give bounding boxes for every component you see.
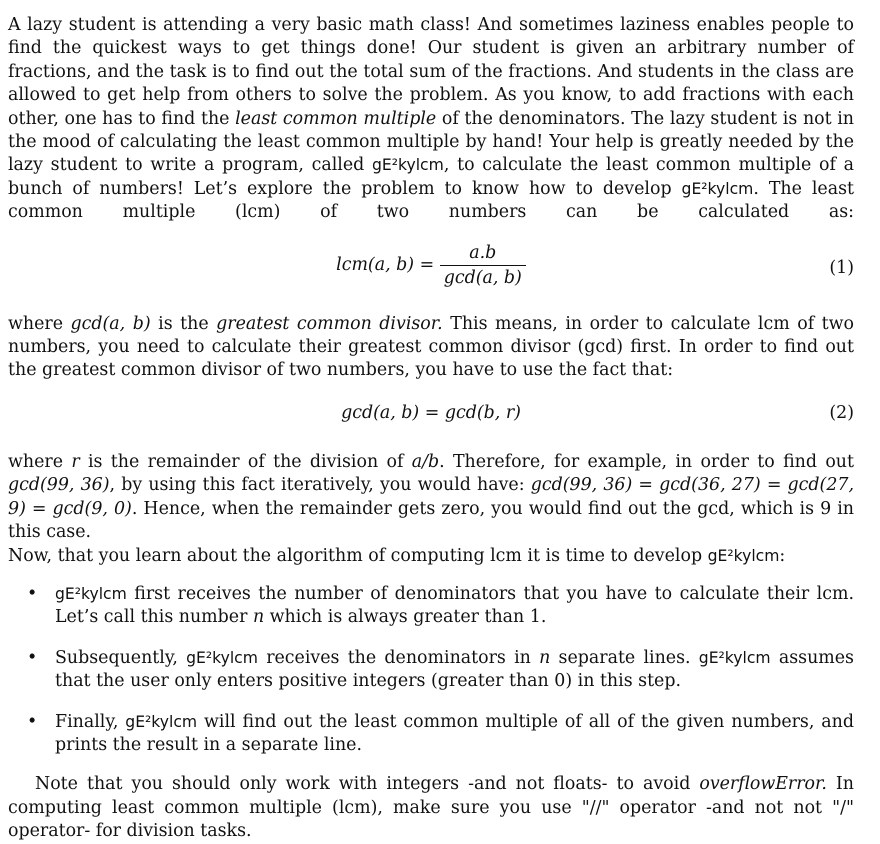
remainder-math-gcd-example: gcd(99, 36): [8, 475, 110, 496]
gcd-text-3: This means, in order to calculate lcm of two numbers, you need to calculate their greatest common divisor (gcd) first. In order to find out the greatest common divisor of two numbers, you have to use the fact that:: [8, 313, 854, 381]
note-paragraph: [8, 773, 854, 843]
remainder-text-5: . Hence, when the remainder gets zero, you would find out the gcd, which is 9 in this case.: [8, 498, 854, 543]
program-name: gE²kylcm: [707, 546, 780, 565]
list-item-text: [55, 647, 854, 694]
list-item-text: [55, 711, 854, 758]
bullet-icon: •: [27, 711, 38, 732]
bullet-icon: •: [27, 583, 38, 604]
program-name: gE²kylcm: [186, 648, 258, 667]
equation-1-denominator: gcd(a, b): [443, 267, 522, 288]
equation-2: [8, 403, 854, 443]
remainder-text-1: where: [8, 451, 72, 472]
bullet-2-text-3: separate lines.: [550, 647, 699, 668]
list-item-text: [55, 583, 854, 630]
bullet-3-text-1: Finally,: [55, 711, 126, 732]
bullet-1-text-1: first receives the number of denominators that you have to calculate their lcm. Let’s call this number: [55, 583, 854, 628]
equation-1-number: (1): [829, 257, 854, 278]
gcd-paragraph: [8, 313, 854, 383]
program-name: gE²kylcm: [681, 179, 754, 198]
equation-1-numerator: a.b: [440, 241, 526, 266]
list-item: [8, 647, 854, 694]
equation-1: [8, 241, 854, 305]
gcd-text-2: is the: [150, 313, 217, 334]
gcd-text-1: where: [8, 313, 71, 334]
list-item: [8, 711, 854, 758]
bullet-2-text-2: receives the denominators in: [257, 647, 540, 668]
bullet-1-text-2: which is always greater than 1.: [264, 607, 547, 628]
program-name: gE²kylcm: [55, 584, 127, 603]
remainder-math-chain: gcd(99, 36) = gcd(36, 27) = gcd(27, 9) = gcd(9, 0): [8, 475, 854, 519]
bullet-3-text-2: will find out the least common multiple of all of the given numbers, and prints the result in a separate line.: [55, 711, 855, 755]
remainder-math-r: r: [71, 451, 80, 472]
bullet-2-text-1: Subsequently,: [55, 647, 187, 668]
note-emphasis: overflowError.: [699, 774, 827, 795]
intro-text-4: . The least common multiple (lcm) of two numbers can be calculated as:: [8, 178, 855, 223]
gcd-math-1: gcd(a, b): [70, 313, 151, 334]
intro-text-2: of the denominators. The lazy student is not in the mood of calculating the least common multiple by hand! Your help is greatly needed by the lazy student to write a program, called: [8, 108, 855, 176]
develop-paragraph: [8, 545, 854, 568]
steps-list: [8, 583, 854, 757]
remainder-math-division: a/b: [411, 451, 440, 472]
intro-text-3: , to calculate the least common multiple of a bunch of numbers! Let’s explore the problem to know how to develop: [8, 155, 854, 199]
develop-text-2: :: [779, 545, 786, 566]
program-name: gE²kylcm: [698, 648, 771, 667]
intro-paragraph: [8, 14, 854, 225]
remainder-paragraph: [8, 451, 854, 545]
bullet-icon: •: [27, 647, 38, 668]
remainder-text-4: , by using this fact iteratively, you would have:: [109, 475, 531, 496]
note-text-1: Note that you should only work with integers -and not floats- to avoid: [35, 774, 700, 795]
bullet-1-math-n: n: [252, 607, 265, 628]
intro-emphasis-lcm: least common multiple: [235, 108, 437, 129]
program-name: gE²kylcm: [372, 156, 444, 175]
equation-1-lhs: lcm(a, b) =: [336, 254, 435, 275]
problem-statement: [8, 14, 854, 844]
remainder-text-3: . Therefore, for example, in order to find out: [439, 451, 854, 472]
intro-text-1: A lazy student is attending a very basic math class! And sometimes laziness enables people to find the quickest ways to get things done! Our student is given an arbitrary number of fractions, and the task is to find out the total sum of the fractions. And students in the class are allowed to get help from others to solve the problem. As you know, to add fractions with each other, one has to find the: [8, 15, 854, 129]
list-item: [8, 583, 854, 630]
bullet-2-math-n: n: [539, 647, 551, 668]
develop-text-1: Now, that you learn about the algorithm of computing lcm it is time to develop: [8, 545, 708, 566]
gcd-emphasis: greatest common divisor.: [216, 313, 443, 334]
equation-1-fraction: [440, 241, 526, 290]
remainder-text-2: is the remainder of the division of: [79, 451, 412, 472]
note-text-2: In computing least common multiple (lcm), make sure you use "//" operator -and not not "/" operator- for division tasks.: [8, 774, 854, 842]
equation-2-number: (2): [829, 402, 854, 423]
bullet-2-text-4: assumes that the user only enters positive integers (greater than 0) in this step.: [55, 647, 854, 692]
program-name: gE²kylcm: [125, 712, 198, 731]
equation-2-body: gcd(a, b) = gcd(b, r): [341, 402, 521, 423]
